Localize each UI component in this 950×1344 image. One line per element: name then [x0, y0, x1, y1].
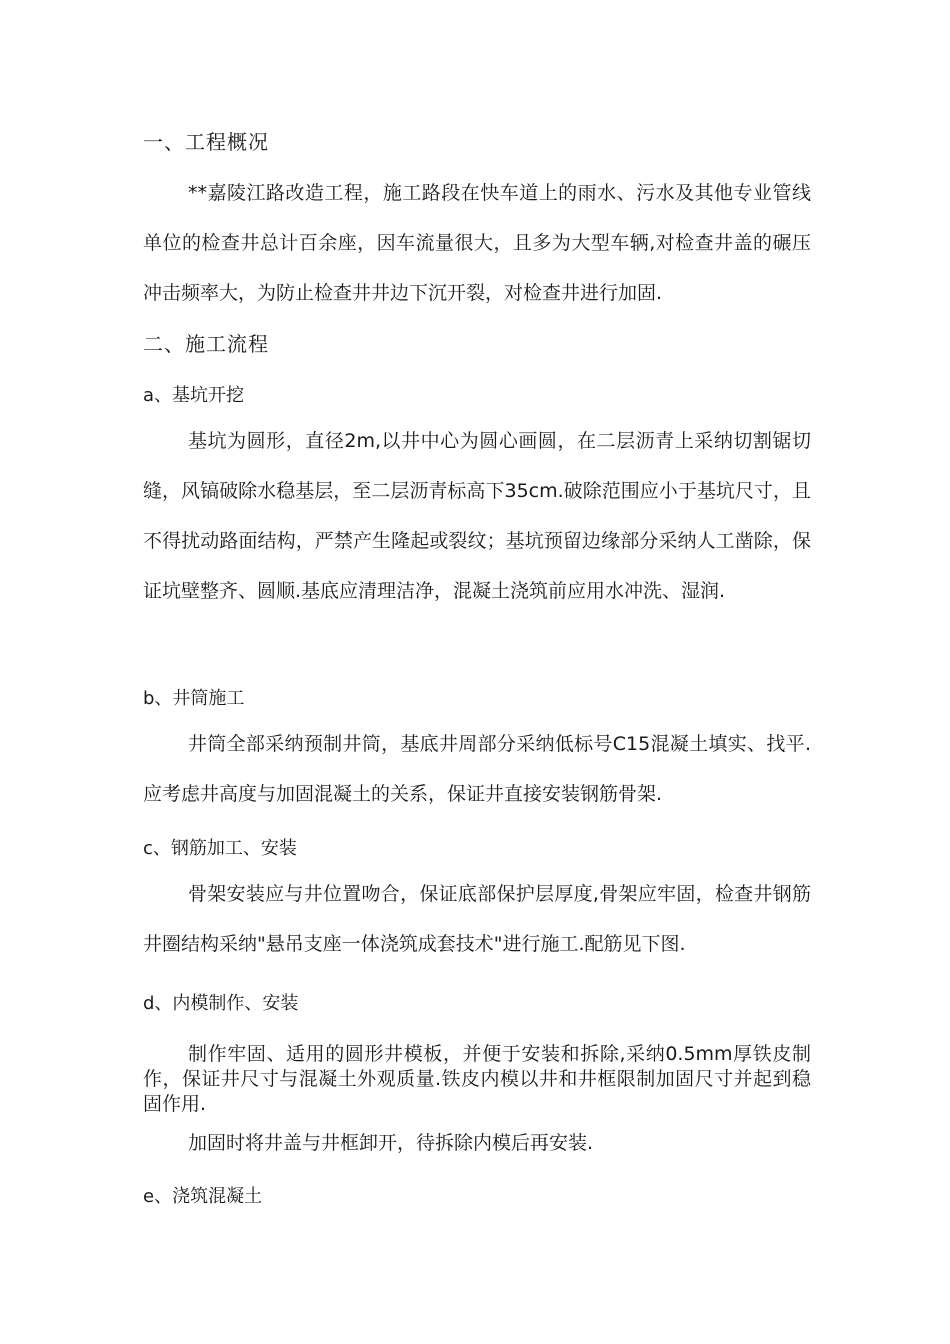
section-title-overview: 一、工程概况 [143, 130, 269, 154]
paragraph-c: 骨架安装应与井位置吻合，保证底部保护层厚度,骨架应牢固，检查井钢筋井圈结构采纳"悬吊支座一体浇筑成套技术"进行施工.配筋见下图. [143, 883, 811, 955]
paragraph-d-2: 加固时将井盖与井框卸开，待拆除内模后再安装. [188, 1132, 594, 1154]
subsection-title-e: e、浇筑混凝土 [143, 1186, 263, 1207]
section-title-process: 二、施工流程 [143, 332, 269, 356]
overview-paragraph: **嘉陵江路改造工程，施工路段在快车道上的雨水、污水及其他专业管线单位的检查井总计百余座，因车流量很大，且多为大型车辆,对检查井盖的碾压冲击频率大，为防止检查井井边下沉开裂，对检查井进行加固. [143, 182, 811, 304]
paragraph-a: 基坑为圆形，直径2m,以井中心为圆心画圆，在二层沥青上采纳切割锯切缝，风镐破除水稳基层，至二层沥青标高下35cm.破除范围应小于基坑尺寸，且不得扰动路面结构，严禁产生隆起或裂纹；基坑预留边缘部分采纳人工凿除，保证坑壁整齐、圆顺.基底应清理洁净，混凝土浇筑前应用水冲洗、湿润. [143, 430, 811, 602]
subsection-title-c: c、钢筋加工、安装 [143, 838, 297, 859]
subsection-title-a: a、基坑开挖 [143, 385, 245, 406]
subsection-title-b: b、井筒施工 [143, 688, 245, 709]
subsection-title-d: d、内模制作、安装 [143, 993, 299, 1014]
paragraph-d: 制作牢固、适用的圆形井模板，并便于安装和拆除,采纳0.5mm厚铁皮制作，保证井尺寸与混凝土外观质量.铁皮内模以井和井框限制加固尺寸并起到稳固作用. [143, 1043, 811, 1115]
paragraph-b: 井筒全部采纳预制井筒，基底井周部分采纳低标号C15混凝土填实、找平.应考虑井高度与加固混凝土的关系，保证井直接安装钢筋骨架. [143, 733, 811, 805]
